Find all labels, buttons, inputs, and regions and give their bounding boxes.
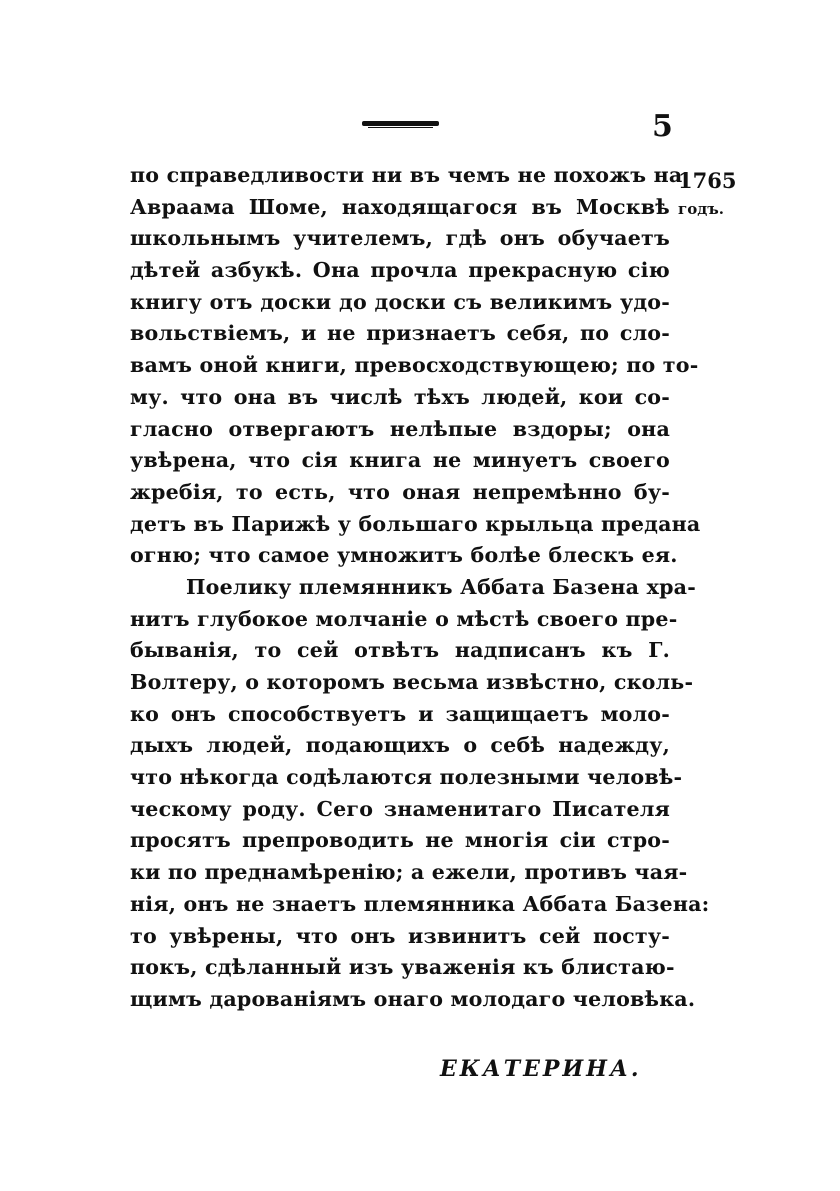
margin-note-year: 1765 [678,168,737,193]
text-line: увѣрена, что сія книга не минуетъ своего [130,448,670,473]
text-line: гласно отвергаютъ нелѣпые вздоры; она [130,416,670,441]
page-number: 5 [652,109,673,144]
text-line: что нѣкогда содѣлаются полезными человѣ- [130,765,683,790]
header-ornament-rule [362,121,439,129]
text-line: щимъ дарованіямъ онаго молодаго человѣка. [130,986,696,1011]
text-line: книгу отъ доски до доски съ великимъ удо- [130,289,670,314]
text-line: жребія, то есть, что оная непремѣнно бу- [130,479,670,504]
text-line: огню; что самое умножитъ болѣе блескъ ея. [130,543,678,568]
text-line: вамъ оной книги, превосходствующею; по то- [130,353,699,378]
text-line: ки по преднамѣренію; а ежели, противъ чая- [130,860,688,885]
text-line: по справедливости ни въ чемъ не похожъ на [130,163,683,187]
text-line: детъ въ Парижѣ у большаго крыльца предана [130,511,701,536]
text-line: дѣтей азбукѣ. Она прочла прекрасную сію [130,258,670,283]
text-line: вольствіемъ, и не признаетъ себя, по сло- [130,321,670,346]
text-line: ческому роду. Сего знаменитаго Писателя [130,796,670,821]
header-rule-thin [368,127,433,128]
text-line: нія, онъ не знаетъ племянника Аббата Базена: [130,891,710,916]
text-line: школьнымъ учителемъ, гдѣ онъ обучаетъ [130,226,670,251]
text-line: Волтеру, о которомъ весьма извѣстно, сколь- [130,670,694,694]
text-line: просятъ препроводить не многія сіи стро- [130,828,670,853]
text-line-indented: Поелику племянникъ Аббата Базена хра- [186,574,696,599]
text-line: ко онъ способствуетъ и защищаетъ моло- [130,701,670,726]
margin-note-word: годъ. [678,200,724,218]
signature: ЕКАТЕРИНА. [440,1056,642,1082]
header-rule-thick [362,121,439,126]
margin-note [678,168,736,222]
text-line: дыхъ людей, подающихъ о себѣ надежду, [130,733,670,758]
text-line: покъ, сдѣланный изъ уваженія къ блистаю- [130,955,675,980]
text-line: му. что она въ числѣ тѣхъ людей, кои со- [130,384,670,409]
text-line: Авраама Шоме, находящагося въ Москвѣ [130,194,670,219]
text-line: быванія, то сей отвѣтъ надписанъ къ Г. [130,638,670,663]
text-line: то увѣрены, что онъ извинитъ сей посту- [130,923,670,948]
text-line: нитъ глубокое молчаніе о мѣстѣ своего пре- [130,606,678,631]
